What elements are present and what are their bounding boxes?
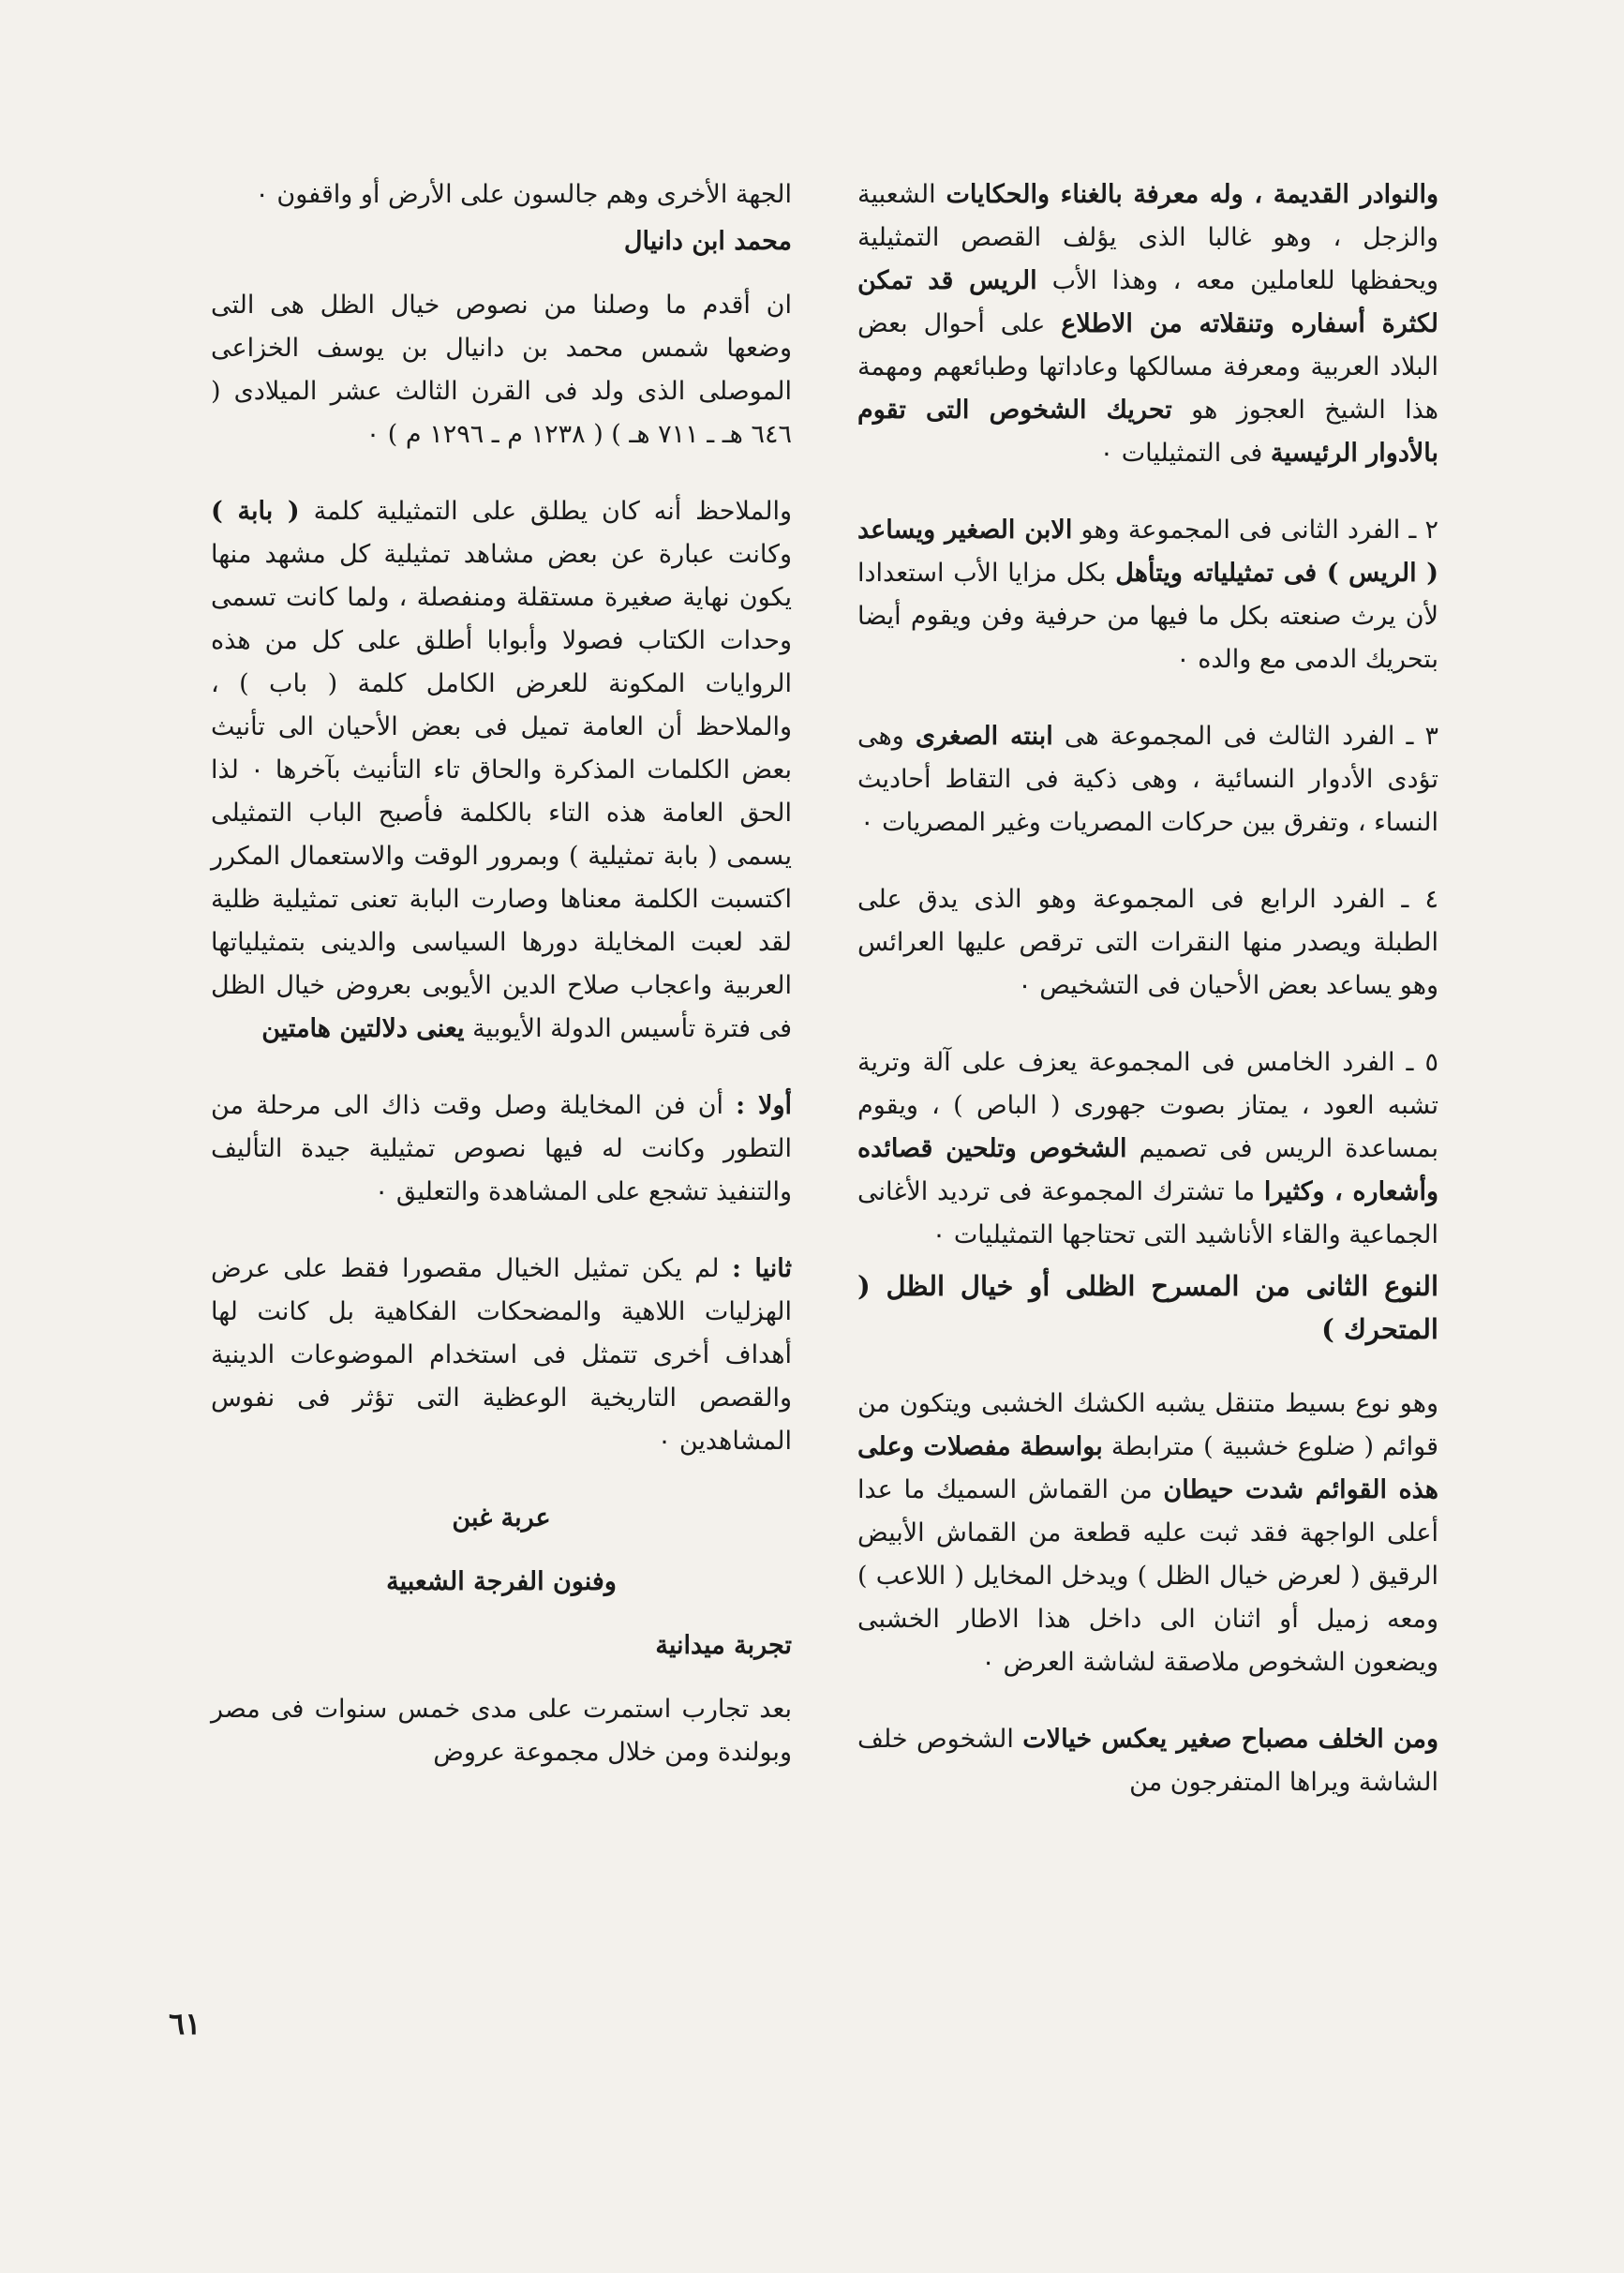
body-text: فى التمثيليات ٠: [1099, 439, 1263, 468]
bold-text: تحريك الشخوص التى تقوم بالأدوار الرئيسية: [857, 396, 1438, 468]
paragraph: [857, 509, 1438, 681]
bold-text: ومن الخلف مصباح صغير يعكس خيالات: [1022, 1725, 1438, 1754]
bold-text: الشخوص وتلحين قصائده وأشعاره ، وكثيرا: [857, 1134, 1438, 1206]
body-text: ما تشترك المجموعة فى ترديد الأغانى الجماعية والقاء الأناشيد التى تحتاجها التمثيليات ٠: [857, 1177, 1438, 1249]
section-heading: عربة غبن: [452, 1503, 551, 1533]
bold-text: يعنى دلالتين هامتين: [261, 1014, 465, 1043]
body-text: الشخوص خلف الشاشة ويراها المتفرجون من: [857, 1725, 1438, 1797]
paragraph: [211, 1688, 792, 1774]
body-text: ٥ ـ الفرد الخامس فى المجموعة يعزف على آلة وترية تشبه العود ، يمتاز بصوت جهورى ( الباص ) ، ويقوم بمساعدة الريس فى تصميم: [857, 1048, 1438, 1163]
section-heading: تجربة ميدانية: [655, 1631, 792, 1660]
body-text: وهى تؤدى الأدوار النسائية ، وهى ذكية فى التقاط أحاديث النساء ، وتفرق بين حركات المصريات وغير المصريات ٠: [857, 722, 1438, 837]
paragraph: [857, 878, 1438, 1008]
body-text: لم يكن تمثيل الخيال مقصورا فقط على عرض الهزليات اللاهية والمضحكات الفكاهية بل كانت لها أهداف أخرى تتمثل فى استخدام الموضوعات الدينية والقصص التاريخية الوعظية التى تؤثر فى نفوس المشاهدين ٠: [211, 1254, 792, 1456]
bold-text: أولا :: [736, 1091, 792, 1120]
body-text: الشعبية والزجل ، وهو غالبا الذى يؤلف القصص التمثيلية ويحفظها للعاملين معه ، وهذا الأب: [857, 180, 1438, 295]
bold-text: بواسطة مفصلات وعلى هذه القوائم شدت حيطان: [857, 1432, 1438, 1504]
section-heading: النوع الثانى من المسرح الظلى أو خيال الظل ( المتحرك ): [857, 1270, 1438, 1345]
bold-text: والنوادر القديمة ، وله معرفة بالغناء والحكايات: [946, 180, 1438, 209]
bold-text: الابن الصغير ويساعد ( الريس ) فى تمثيلياته ويتأهل: [857, 516, 1438, 588]
paragraph: [211, 1248, 792, 1463]
paragraph: [211, 173, 792, 217]
body-text: ٣ ـ الفرد الثالث فى المجموعة هى: [1064, 722, 1438, 751]
body-text: على أحوال بعض البلاد العربية ومعرفة مسالكها وعاداتها وطبائعهم ومهمة هذا الشيخ العجوز هو: [857, 309, 1438, 425]
paragraph: [211, 284, 792, 456]
body-text: والملاحظ أنه كان يطلق على التمثيلية كلمة: [313, 497, 792, 526]
section-heading: وفنون الفرجة الشعبية: [386, 1567, 617, 1596]
body-text: بعد تجارب استمرت على مدى خمس سنوات فى مصر وبولندة ومن خلال مجموعة عروض: [211, 1695, 792, 1767]
body-text: ٢ ـ الفرد الثانى فى المجموعة وهو: [1080, 516, 1438, 545]
paragraph: [857, 715, 1438, 845]
bold-text: ثانيا :: [732, 1254, 792, 1283]
page-number: ٦١: [169, 2006, 201, 2041]
paragraph: [857, 1041, 1438, 1257]
body-text: وكانت عبارة عن بعض مشاهد تمثيلية كل مشهد منها يكون نهاية صغيرة مستقلة ومنفصلة ، ولما كانت تسمى وحدات الكتاب فصولا وأبوابا أطلق على كل من هذه الروايات المكونة للعرض الكامل كلمة ( باب ) ، والملاحظ أن العامة تميل فى بعض الأحيان الى تأنيث بعض الكلمات المذكرة والحاق تاء التأنيث بآخرها ٠ لذا الحق العامة هذه التاء بالكلمة فأصبح الباب التمثيلى يسمى ( بابة تمثيلية ) وبمرور الوقت والاستعمال المكرر اكتسبت الكلمة معناها وصارت البابة تعنى تمثيلية ظلية لقد لعبت المخايلة دورها السياسى والدينى بتمثيلياتها العربية واعجاب صلاح الدين الأيوبى بعروض خيال الظل فى فترة تأسيس الدولة الأيوبية: [211, 540, 793, 1043]
body-text: الجهة الأخرى وهم جالسون على الأرض أو واقفون ٠: [255, 180, 792, 209]
bold-text: الريس قد تمكن لكثرة أسفاره وتنقلاته من الاطلاع: [857, 266, 1438, 338]
body-text: وهو نوع بسيط متنقل يشبه الكشك الخشبى ويتكون من قوائم ( ضلوع خشبية ) مترابطة: [857, 1389, 1438, 1461]
left-column: [211, 173, 792, 1808]
section-heading: محمد ابن دانيال: [623, 227, 792, 256]
body-text: أن فن المخايلة وصل وقت ذاك الى مرحلة من التطور وكانت له فيها نصوص تمثيلية جيدة التأليف والتنفيذ تشجع على المشاهدة والتعليق ٠: [211, 1091, 792, 1206]
paragraph: [857, 1718, 1438, 1804]
body-text: بكل مزايا الأب استعدادا لأن يرث صنعته بكل ما فيها من حرفية وفن ويقوم أيضا بتحريك الدمى مع والده ٠: [857, 559, 1438, 674]
right-column: [857, 173, 1438, 1838]
paragraph: [857, 173, 1438, 475]
body-text: من القماش السميك ما عدا أعلى الواجهة فقد ثبت عليه قطعة من القماش الأبيض الرقيق ( لعرض خيال الظل ) ويدخل المخايل ( اللاعب ) ومعه زميل أو اثنان الى داخل هذا الاطار الخشبى ويضعون الشخوص ملاصقة لشاشة العرض ٠: [857, 1475, 1438, 1677]
body-text: ان أقدم ما وصلنا من نصوص خيال الظل هى التى وضعها شمس محمد بن دانيال بن يوسف الخزاعى الموصلى الذى ولد فى القرن الثالث عشر الميلادى ( ٦٤٦ هـ ـ ٧١١ هـ ) ( ١٢٣٨ م ـ ١٢٩٦ م ) ٠: [211, 291, 792, 449]
body-text: ٤ ـ الفرد الرابع فى المجموعة وهو الذى يدق على الطبلة ويصدر منها النقرات التى ترقص عليها العرائس وهو يساعد بعض الأحيان فى التشخيص ٠: [857, 885, 1438, 1000]
bold-text: ( بابة ): [211, 497, 300, 526]
bold-text: ابنته الصغرى: [915, 722, 1053, 751]
paragraph: [211, 1084, 792, 1214]
paragraph: [857, 1383, 1438, 1684]
paragraph: [211, 490, 792, 1051]
